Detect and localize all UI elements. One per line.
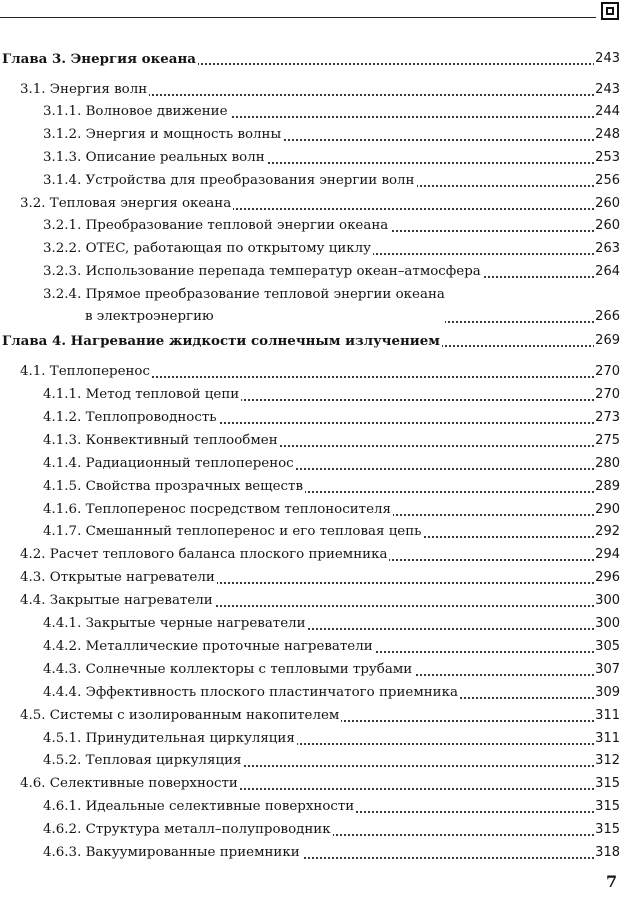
page-number: 7 <box>606 872 618 891</box>
toc-page-number: 248 <box>594 124 620 146</box>
toc-subsection[interactable] <box>0 147 620 169</box>
toc-subsection[interactable] <box>0 453 620 475</box>
toc-subsection[interactable] <box>0 215 620 237</box>
toc-page-number: 275 <box>594 430 620 452</box>
toc-page-number: 244 <box>594 101 620 123</box>
toc-page-number: 270 <box>594 361 620 383</box>
toc-entry-title: 4.5.2. Тепловая циркуляция <box>43 750 243 772</box>
toc-chapter[interactable] <box>0 330 620 352</box>
toc-entry-title: 4.4.3. Солнечные коллекторы с тепловыми трубами <box>43 659 414 681</box>
toc-section[interactable] <box>0 544 620 566</box>
toc-entry-title: 4.3. Открытые нагреватели <box>20 567 217 589</box>
toc-entry-title: 4.1.3. Конвективный теплообмен <box>43 430 280 452</box>
toc-page-number: 264 <box>594 261 620 283</box>
toc-entry-title: 3.1.1. Волновое движение <box>43 101 230 123</box>
toc-page-number: 280 <box>594 453 620 475</box>
toc-page-number: 270 <box>594 384 620 406</box>
toc-page-number: 315 <box>594 796 620 818</box>
toc-page-number: 253 <box>594 147 620 169</box>
toc-subsection[interactable] <box>0 124 620 146</box>
toc-section[interactable] <box>0 193 620 215</box>
toc-section[interactable] <box>0 567 620 589</box>
toc-subsection[interactable] <box>0 728 620 750</box>
toc-entry-title: 3.1.4. Устройства для преобразования энергии волн <box>43 170 417 192</box>
toc-entry-title: 4.1.7. Смешанный теплоперенос и его тепловая цепь <box>43 521 423 543</box>
toc-entry-title: 3.2. Тепловая энергия океана <box>20 193 233 215</box>
toc-subsection[interactable] <box>0 101 620 123</box>
toc-section[interactable] <box>0 590 620 612</box>
toc-entry-title: 4.4.2. Металлические проточные нагреватели <box>43 636 375 658</box>
toc-subsection[interactable] <box>0 613 620 635</box>
toc-subsection[interactable] <box>0 430 620 452</box>
toc-entry-title: 3.1.2. Энергия и мощность волны <box>43 124 283 146</box>
toc-entry-title: 3.1.3. Описание реальных волн <box>43 147 267 169</box>
toc-entry-title: 4.4.1. Закрытые черные нагреватели <box>43 613 308 635</box>
toc-entry-title: 4.5. Системы с изолированным накопителем <box>20 705 341 727</box>
toc-subsection[interactable] <box>0 170 620 192</box>
toc-page-number: 296 <box>594 567 620 589</box>
toc-subsection[interactable] <box>0 819 620 841</box>
toc-page-number: 312 <box>594 750 620 772</box>
toc-page-number: 294 <box>594 544 620 566</box>
toc-page-number: 263 <box>594 238 620 260</box>
toc-entry-title: 3.2.3. Использование перепада температур океан–атмосфера <box>43 261 483 283</box>
toc-page-number: 260 <box>594 215 620 237</box>
toc-entry-title: 4.2. Расчет теплового баланса плоского приемника <box>20 544 389 566</box>
toc-page-number: 315 <box>594 819 620 841</box>
toc-entry-title: 3.1. Энергия волн <box>20 79 149 101</box>
toc-entry-title: 4.5.1. Принудительная циркуляция <box>43 728 297 750</box>
toc-section[interactable] <box>0 79 620 101</box>
toc-page-number: 260 <box>594 193 620 215</box>
toc-subsection[interactable] <box>0 750 620 772</box>
toc-entry-title: 4.6. Селективные поверхности <box>20 773 240 795</box>
toc-subsection[interactable] <box>0 682 620 704</box>
toc-entry-title-line2: в электроэнергию <box>43 306 216 328</box>
toc-page-number: 290 <box>594 499 620 521</box>
toc-entry-title: Глава 3. Энергия океана <box>2 48 198 70</box>
toc-page-number: 292 <box>594 521 620 543</box>
toc-page-number: 256 <box>594 170 620 192</box>
toc-section[interactable] <box>0 361 620 383</box>
toc-entry-title: 4.1.4. Радиационный теплоперенос <box>43 453 296 475</box>
header-rule <box>0 17 596 18</box>
toc-page-number: 309 <box>594 682 620 704</box>
toc-page-number: 311 <box>594 728 620 750</box>
toc-subsection[interactable] <box>0 521 620 543</box>
toc-chapter[interactable] <box>0 48 620 70</box>
toc-entry-title <box>43 284 445 328</box>
toc-subsection[interactable] <box>0 659 620 681</box>
square-frame-icon <box>601 2 619 20</box>
toc-entry-title-line1: 3.2.4. Прямое преобразование тепловой энергии океана <box>43 287 445 302</box>
toc-section[interactable] <box>0 773 620 795</box>
toc-entry-title: 4.6.2. Структура металл–полупроводник <box>43 819 333 841</box>
toc-entry-title: 3.2.1. Преобразование тепловой энергии океана <box>43 215 390 237</box>
toc-subsection[interactable] <box>0 842 620 864</box>
toc-entry-title: Глава 4. Нагревание жидкости солнечным излучением <box>2 330 442 352</box>
toc-page-number: 243 <box>594 48 620 70</box>
toc-entry-title: 3.2.2. OTEC, работающая по открытому циклу <box>43 238 373 260</box>
toc-page-number: 300 <box>594 613 620 635</box>
toc-entry-title: 4.1.1. Метод тепловой цепи <box>43 384 241 406</box>
toc-subsection[interactable] <box>0 238 620 260</box>
toc-page-number: 243 <box>594 79 620 101</box>
toc-entry-title: 4.6.3. Вакуумированные приемники <box>43 842 302 864</box>
toc-entry-title: 4.1.5. Свойства прозрачных веществ <box>43 476 305 498</box>
toc-page-number: 307 <box>594 659 620 681</box>
toc-entry-title: 4.1.6. Теплоперенос посредством теплоносителя <box>43 499 393 521</box>
toc-subsection[interactable] <box>0 796 620 818</box>
toc-page-number: 273 <box>594 407 620 429</box>
toc-page-number: 266 <box>594 306 620 328</box>
toc-subsection[interactable] <box>0 636 620 658</box>
toc-page-number: 315 <box>594 773 620 795</box>
toc-page-number: 300 <box>594 590 620 612</box>
toc-page-number: 311 <box>594 705 620 727</box>
toc-subsection[interactable] <box>0 384 620 406</box>
toc-page-number: 318 <box>594 842 620 864</box>
toc-subsection[interactable] <box>0 407 620 429</box>
toc-subsection[interactable] <box>0 284 620 328</box>
toc-subsection[interactable] <box>0 261 620 283</box>
toc-page-number: 289 <box>594 476 620 498</box>
toc-entry-title: 4.4. Закрытые нагреватели <box>20 590 215 612</box>
toc-entry-title: 4.1. Теплоперенос <box>20 361 152 383</box>
toc-page-number: 269 <box>594 330 620 352</box>
toc-subsection[interactable] <box>0 499 620 521</box>
toc-entry-title: 4.4.4. Эффективность плоского пластинчатого приемника <box>43 682 460 704</box>
toc-page-number: 305 <box>594 636 620 658</box>
toc-section[interactable] <box>0 705 620 727</box>
toc-subsection[interactable] <box>0 476 620 498</box>
toc-entry-title: 4.1.2. Теплопроводность <box>43 407 219 429</box>
toc-entry-title: 4.6.1. Идеальные селективные поверхности <box>43 796 356 818</box>
